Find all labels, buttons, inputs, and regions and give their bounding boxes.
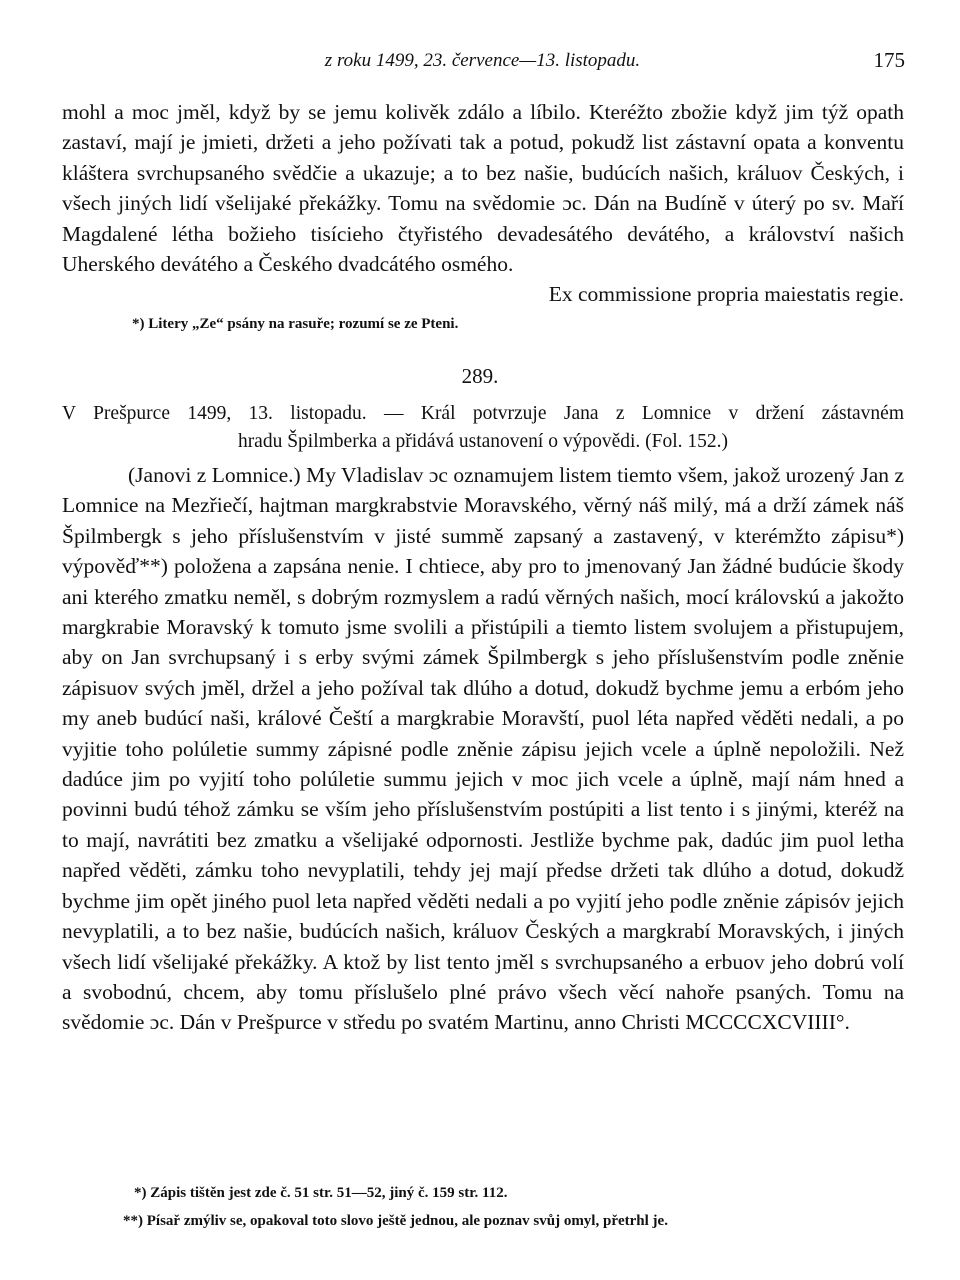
signature-line: Ex commissione propria maiestatis regie. <box>548 282 904 307</box>
paragraph-continued <box>62 97 904 310</box>
regest-line-2: hradu Špilmberka a přidává ustanovení o výpovědi. (Fol. 152.) <box>237 431 729 452</box>
running-title: z roku 1499, 23. července—13. listopadu. <box>324 50 641 71</box>
paragraph-text: mohl a moc jměl, když by se jemu kolivěk zdálo a líbilo. Kteréžto zbožie když jim týž opath zastaví, mají je jmieti, držeti a jeho požívati tak a potud, pokudž list zástavní opata a konventu kláštera svrchupsaného svědčie a ukazuje; a to bez našie, budúcích našich, králuov Českých, i všech jiných lidí všelijaké překážky. Tomu na svědomie ɔc. Dán na Budíně v úterý po sv. Maří Magdalené létha božieho tisícieho čtyřistého devadesátého devátého, a království našich Uherského devátého a Českého dvadcátého osmého. <box>62 100 904 277</box>
page-header <box>60 48 905 78</box>
regest <box>62 400 904 456</box>
regest-line-1: V Prešpurce 1499, 13. listopadu. — Král potvrzuje Jana z Lomnice v držení zástavném <box>62 403 904 424</box>
footnote-1: *) Litery „Ze“ psány na rasuře; rozumí se ze Pteni. <box>132 316 459 332</box>
footnote-3: **) Písař zmýliv se, opakoval toto slovo ještě jednou, ale poznav svůj omyl, přetrhl je. <box>123 1213 668 1229</box>
footnote-2: *) Zápis tištěn jest zde č. 51 str. 51—52, jiný č. 159 str. 112. <box>134 1185 508 1201</box>
document-number: 289. <box>461 364 499 388</box>
document-body: (Janovi z Lomnice.) My Vladislav ɔc oznamujem listem tiemto všem, jakož urozený Jan z Lomnice na Mezřiečí, hajtman margkrabstvie Moravského, věrný náš milý, má a drží zámek náš Špilmbergk s jeho příslušenstvím v jisté summě zapsaný a zastavený, v kterémžto zápisu*) výpověď**) položena a zapsána nenie. I chtiece, aby pro to jmenovaný Jan žádné budúcie škody ani kterého zmatku neměl, s dobrým rozmyslem a radú věrných našich, mocí královskú a jakožto margkrabie Moravský k tomuto jsme svolili a přistúpili a tiemto listem svolujem a přistupujem, aby on Jan svrchupsaný i s erby svými zámek Špilmbergk s jeho příslušenstvím podle zněnie zápisuov svých jměl, držel a jeho požíval tak dlúho a dotud, dokudž bychme jemu a erbóm jeho my aneb budúcí naši, králové Čeští a margkrabie Moravští, puol léta napřed věděti nedali, a po vyjitie toho polúletie summy zápisné podle zněnie zápisu jejich vcele a úplně nepoložili. Než dadúce jim po vyjití toho polúletie summu jejich v moc jich vcele a úplně, mají nám hned a povinni budú téhož zámku se vším jeho příslušenstvím postúpiti a list tento i s jinými, kteréž na to mají, navrátiti bez zmatku a všelijaké odpornosti. Jestliže bychme pak, dadúc jim puol letha napřed věděti, zámku toho nevyplatili, tehdy jej mají předse držeti tak dlúho a dotud, dokudž bychme jim opět jiného puol leta napřed věděti nedali a po vyjití jeho podle zněnie zápisóv jejich nevyplatili, a to bez našie, budúcích našich, králuov Českých a margkrabí Moravských, i jiných všech lidí všelijaké překážky. A ktož by list tento jměl s svrchupsaného a erbuov jeho dobrú volí a svobodnú, chcem, aby tomu příslušelo plné právo všech věcí nahoře psaných. Tomu na svědomie ɔc. Dán v Prešpurce v středu po svatém Martinu, anno Christi MCCCCXCVIIII°. <box>62 463 904 1035</box>
page-number: 175 <box>873 48 905 72</box>
